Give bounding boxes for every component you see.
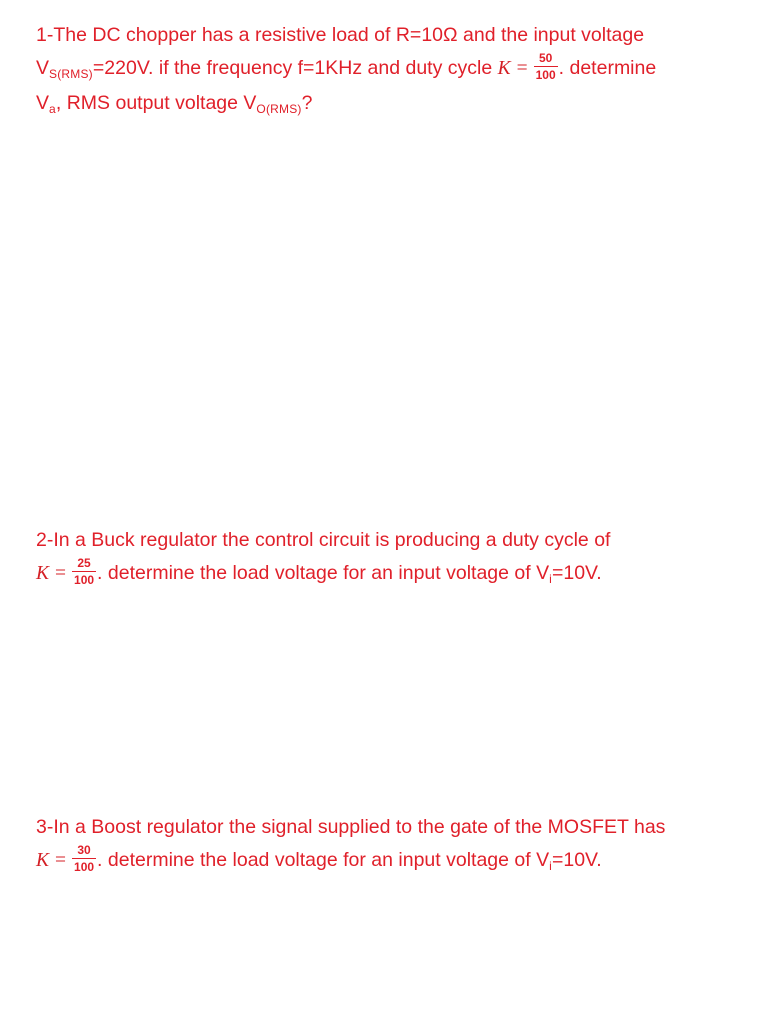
k-variable: K [36,563,50,584]
q2-line-1-text: 2-In a Buck regulator the control circuit is producing a duty cycle of [36,529,611,551]
q2-line-1 [36,524,736,557]
k-variable: K [36,850,50,871]
q2-line-2-text: . determine the load voltage for an input voltage of V [97,562,550,584]
q2-line-2 [36,557,736,592]
q1-line-2-text: =220V. if the frequency f=1KHz and duty cycle [92,57,493,79]
vo-subscript: O(RMS) [256,102,302,116]
question-3 [36,811,736,879]
question-2 [36,524,736,592]
fraction-denominator: 100 [74,573,95,588]
q1-line-3-end: ? [301,92,313,114]
fraction-denominator: 100 [535,68,556,83]
duty-cycle-fraction [72,557,96,586]
k-variable: K [497,58,511,79]
equals-sign: = [516,58,528,79]
question-1 [36,19,736,122]
duty-cycle-fraction [72,844,96,873]
q2-line-2-end: =10V. [551,562,602,584]
va-symbol: V [36,92,50,114]
equals-sign: = [55,850,67,871]
q3-line-2-text: . determine the load voltage for an input voltage of V [97,849,550,871]
q1-line-2-after: . determine [558,57,657,79]
vi-subscript: i [549,859,552,873]
fraction-denominator: 100 [74,860,95,875]
q1-line-3-text: , RMS output voltage V [55,92,257,114]
q1-line-1-text: 1-The DC chopper has a resistive load of R=10Ω and the input voltage [36,24,645,46]
vs-subscript: S(RMS) [49,67,93,81]
fraction-numerator: 25 [72,557,96,572]
vi-subscript: i [549,572,552,586]
duty-cycle-fraction [534,52,558,81]
q1-line-2 [36,52,736,87]
q1-line-1 [36,19,736,52]
fraction-numerator: 30 [72,844,96,859]
q3-line-1 [36,811,736,844]
equals-sign: = [55,563,67,584]
fraction-numerator: 50 [534,52,558,67]
vs-symbol: V [36,57,50,79]
va-subscript: a [49,102,56,116]
q3-line-2-end: =10V. [551,849,602,871]
q3-line-2 [36,844,736,879]
q3-line-1-text: 3-In a Boost regulator the signal supplied to the gate of the MOSFET has [36,816,666,838]
q1-line-3 [36,87,736,122]
